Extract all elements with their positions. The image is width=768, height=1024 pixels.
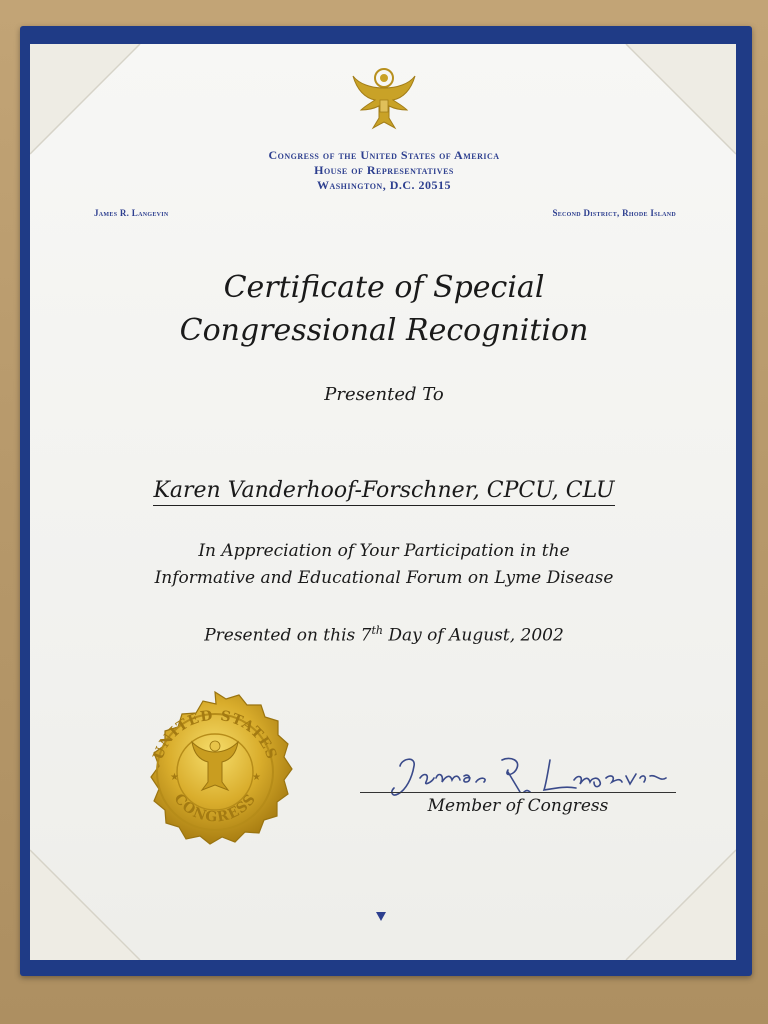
printer-mark-icon (376, 912, 386, 921)
recipient-name (100, 478, 668, 503)
signature-title: Member of Congress (427, 796, 609, 816)
appreciation-text (100, 538, 668, 592)
date-prefix: Presented on this 7 (204, 625, 372, 646)
certificate-title (100, 266, 668, 352)
photo-corner-top-right (606, 44, 736, 174)
svg-text:★: ★ (170, 772, 179, 783)
congress-seal-icon (130, 690, 300, 860)
signature-line (360, 792, 676, 793)
appreciation-line-1: In Appreciation of Your Participation in the (198, 541, 570, 561)
letterhead-address: Washington, D.C. 20515 (316, 178, 452, 192)
appreciation-line-2: Informative and Educational Forum on Lyme Disease (154, 568, 614, 588)
title-line-2: Congressional Recognition (179, 313, 589, 348)
recipient-name-text: Karen Vanderhoof-Forschner, CPCU, CLU (153, 478, 614, 506)
presented-to-label: Presented To (324, 384, 444, 405)
title-line-1: Certificate of Special (223, 270, 545, 305)
member-name-header: James R. Langevin (94, 208, 169, 218)
seal-text-top: UNITED STATES (150, 707, 280, 763)
date-rest: Day of August, 2002 (383, 625, 564, 646)
seal-text-bottom: CONGRESS (170, 790, 260, 826)
district-header: Second District, Rhode Island (552, 208, 676, 218)
letterhead-house: House of Representatives (314, 163, 454, 177)
letterhead-congress: Congress of the United States of America (268, 148, 500, 162)
letterhead (150, 148, 618, 193)
presentation-date (100, 624, 668, 646)
date-suffix: th (371, 624, 383, 637)
svg-text:★: ★ (252, 772, 261, 783)
photo-corner-top-left (30, 44, 160, 174)
photo-corner-bottom-right (606, 830, 736, 960)
signature-image (380, 752, 670, 802)
eagle-emblem-icon (351, 66, 417, 136)
